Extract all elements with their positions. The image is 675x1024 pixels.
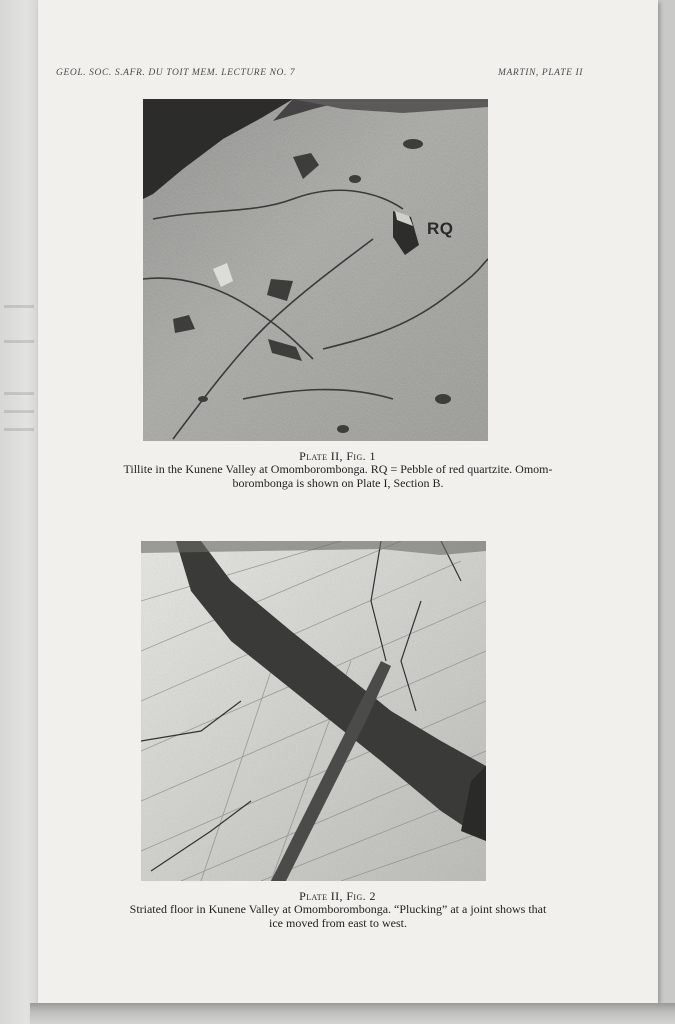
ghost-text-line	[4, 410, 34, 413]
figure-2-caption-line-1: Striated floor in Kunene Valley at Omomborombonga. “Plucking” at a joint shows that	[129, 902, 547, 916]
page-bottom-edge	[30, 1003, 675, 1024]
ghost-text-line	[4, 340, 34, 343]
figure-1-photo	[143, 99, 488, 441]
figure-2-caption-line-2: ice moved from east to west.	[269, 916, 407, 930]
ghost-text-line	[4, 392, 34, 395]
figure-2-photo	[141, 541, 486, 881]
figure-2-title: Plate II, Fig. 2	[299, 889, 376, 903]
ghost-text-line	[4, 305, 34, 308]
ghost-text-line	[4, 428, 34, 431]
running-header-left: GEOL. SOC. S.AFR. DU TOIT MEM. LECTURE NO. 7	[56, 68, 296, 78]
figure-1-caption-line-1: Tillite in the Kunene Valley at Omomborombonga. RQ = Pebble of red quartzite. Omom-	[123, 462, 553, 476]
rq-label: RQ	[427, 219, 454, 238]
figure-1-caption-line-2: borombonga is shown on Plate I, Section B.	[232, 476, 444, 490]
running-header-right: MARTIN, PLATE II	[498, 68, 583, 78]
figure-1-title: Plate II, Fig. 1	[299, 449, 376, 463]
